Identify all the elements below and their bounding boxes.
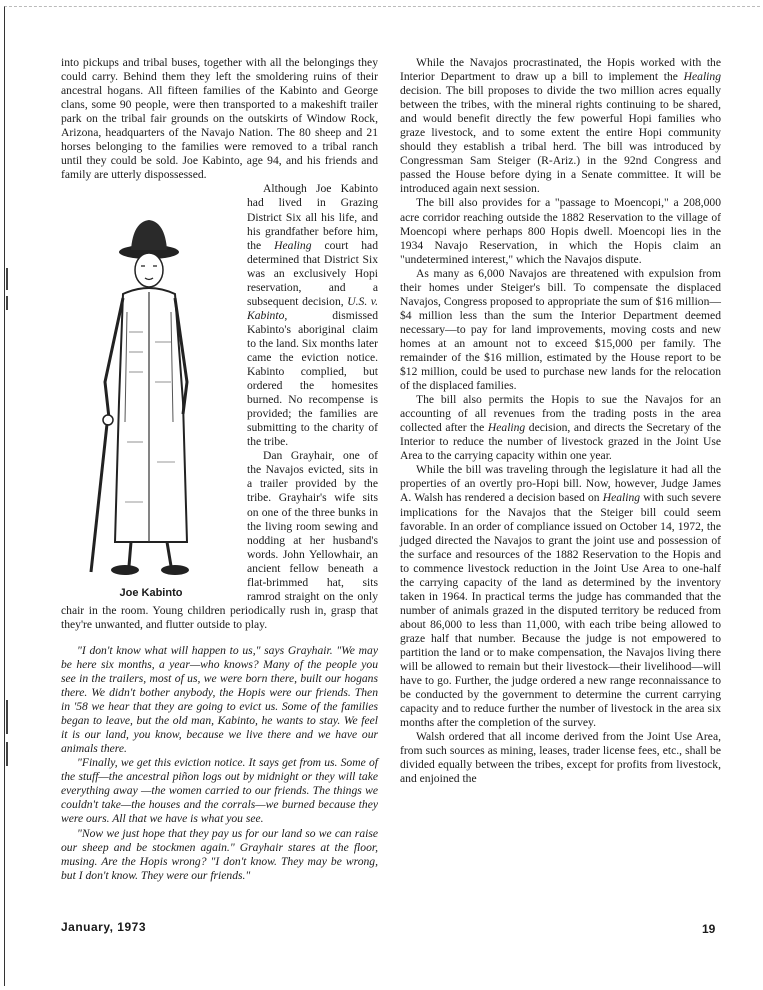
quote-paragraph: "I don't know what will happen to us," says Grayhair. "We may be here six months, a year—who knows? Many of the people you see in the trailers, most of us, we were born there, built our hogans there. We didn't bother anybody, the Hopis were our friends. Then in '58 we hear that they are going to evict us. Some of the families began to leave, but the old man, Kabinto, he wants to stay. We feel it is our land, you know, because we live there and we have our animals there. [61,643,378,756]
margin-mark [6,742,8,766]
paragraph: Dan Grayhair, one of the Navajos evicted, sits in a trailer provided by the tribe. Grayhair's wife sits on one of the three bunks in the living room sewing and nodding at her husband's words. John Yellowhair, an ancient fellow beneath a flat-brimmed hat, sits ramrod straight on the only chair in the room. Young children periodically rush in, grasp that they're unwanted, and flutter outside to play. [61,449,378,631]
margin-mark [6,700,8,734]
paragraph: While the bill was traveling through the legislature it had all the properties of an overtly pro-Hopi bill. Now, however, Judge James A. Walsh has rendered a decision based on Healing with such severe implications for the Navajos that the Steiger bill could seem favorable. In an order of compliance issued on October 14, 1972, the judged directed the Navajos to grant the joint use and possession of the surface and resources of the 1882 Reservation to the Hopis and to commence livestock reduction in the Joint Use Area to one-half the carrying capacity of the land as determined by the inventory taken in 1964. In practical terms the judge has commanded that the number of animals grazed in the disputed territory be reduced from about 86,000 to less than 11,000, with each tribe being allowed to graze half that number. Because the judge is not empowered to partition the land or to make compensation, the Navajos living there will be allowed to remain but their livestock—their livelihood—will have to go. Further, the judge ordered a new range reconnaissance to be conducted by the government to determine the current carrying capacity and to reduce further the number of livestock in the area six months after the completion of the survey. [400,463,721,730]
margin-mark [6,268,8,290]
page-number: 19 [702,922,716,936]
paragraph: Although Joe Kabinto had lived in Grazing District Six all his life, and his grandfather before him, the Healing court had determined that District Six was an exclusively Hopi reservation, and a subsequent decision, U.S. v. Kabinto, dismissed Kabinto's aboriginal claim to the land. Six months later came the eviction notice. Kabinto complied, but ordered the homesites burned. No recompense is provided; the families are submitting to the charity of the tribe. [247,182,379,449]
paragraph: into pickups and tribal buses, together with all the belongings they could carry. Behind them they left the smoldering ruins of their ancestral hogans. All fifteen families of the Kabinto and George clans, some 90 people, were then transported to a makeshift trailer park on the tribal fair grounds on the outskirts of Window Rock, Arizona, headquarters of the Navajo Nation. The 80 sheep and 21 horses belonging to the families were removed to a tribal ranch until they could be sold. Joe Kabinto, age 94, and his friends and family are utterly dispossessed. [61,56,378,182]
joe-kabinto-illustration [79,182,219,582]
paragraph: The bill also permits the Hopis to sue the Navajos for an accounting of all revenues from the trading posts in the area collected after the Healing decision, and directs the Secretary of the Interior to reduce the number of livestock grazed in the Joint Use Area to the carrying capacity within one year. [400,393,721,463]
photo-figure [61,182,241,602]
photo-caption: Joe Kabinto [119,587,183,600]
quote-paragraph: "Finally, we get this eviction notice. It says get from us. Some of the stuff—the ancestral piñon logs out by midnight or they will take everything away —the women carried to our friends. The things we couldn't take—the houses and the corrals—we burned because they were ours. All that we have is what you see. [61,756,378,826]
paragraph: The bill also provides for a "passage to Moencopi," a 208,000 acre corridor reaching outside the 1882 Reservation to the village of Moencopi where perhaps 800 Hopis dwell. Moencopi lies in the 1934 Navajo Reservation, in which the Hopis claim an "undetermined interest," which the Navajos dispute. [400,196,721,266]
quote-paragraph: "Now we just hope that they pay us for our land so we can raise our sheep and be stockmen again." Grayhair stares at the floor, musing. Are the Hopis wrong? "I don't know. They may be wrong, but I don't know. They were our friends." [61,826,378,882]
left-column [61,56,378,883]
paragraph: As many as 6,000 Navajos are threatened with expulsion from their homes under Steiger's bill. To compensate the displaced Navajos, Congress proposed to appropriate the sum of $16 million—$4 million less than the sum the Interior Department deemed necessary—to pay for land improvements, moving costs and new homes at an amount not to exceed $15,000 per family. The remainder of the $16 million, estimated by the House report to be $12 million, could be used to purchase new lands for the relocation of the displaced families. [400,266,721,393]
right-column [400,56,721,786]
margin-mark [6,296,8,310]
quote-block [61,644,378,883]
paragraph: While the Navajos procrastinated, the Hopis worked with the Interior Department to draw up a bill to implement the Healing decision. The bill proposes to divide the two million acres equally between the tribes, with the mineral rights continuing to be shared, and would benefit directly the few powerful Hopi families who graze livestock, and to some extent the entire Hopi community should they establish a tribal herd. The bill was introduced by Congressman Sam Steiger (R-Ariz.) in the 92nd Congress and passed the House before dying in a Senate committee. It will be introduced again next session. [400,56,721,196]
paragraph: Walsh ordered that all income derived from the Joint Use Area, from such sources as mining, leases, trader license fees, etc., shall be divided equally between the tribes, except for profits from livestock, and enjoined the [400,730,721,786]
footer-date: January, 1973 [61,920,146,934]
